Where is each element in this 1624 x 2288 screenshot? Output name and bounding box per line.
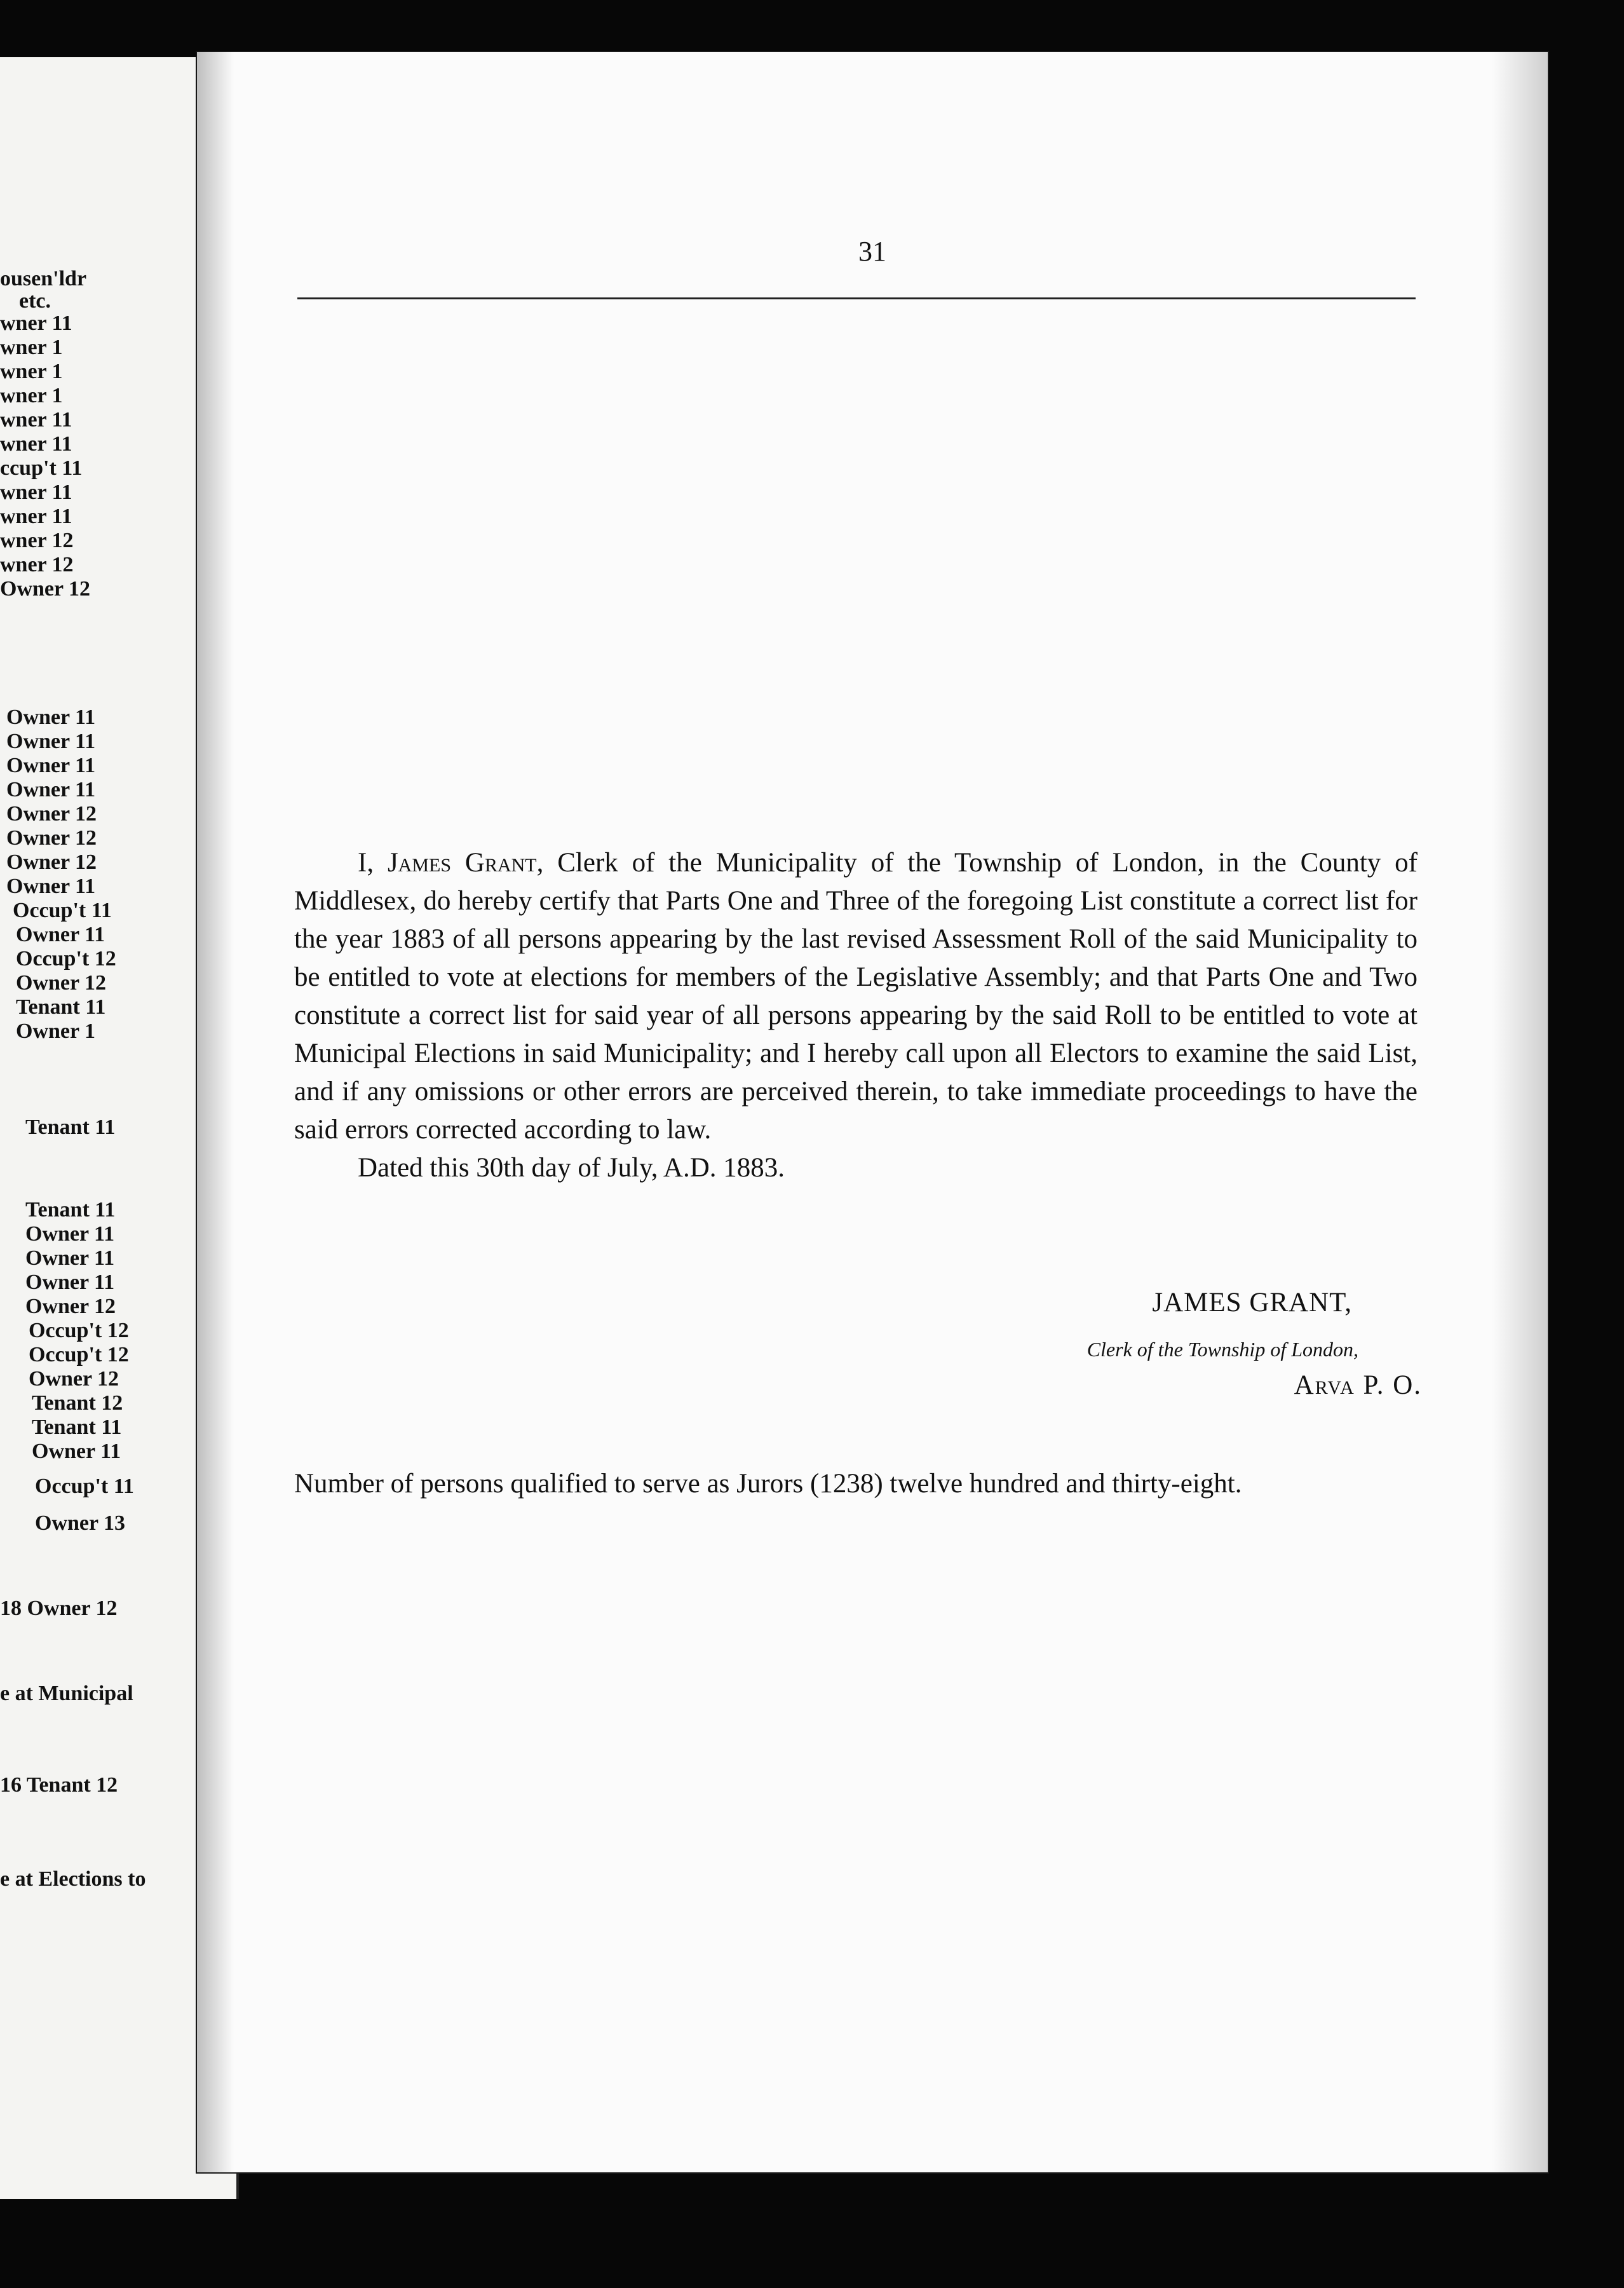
facing-page-fragment: wner 11 [0,311,72,335]
facing-page-fragment: Owner 12 [0,577,90,601]
facing-page-fragment: Occup't 12 [16,947,116,970]
facing-page-fragment: Tenant 11 [16,995,106,1019]
facing-page-fragment: ousen'ldr [0,267,87,290]
facing-page-fragment: Owner 11 [25,1270,115,1294]
facing-page-fragment: Owner 11 [6,754,96,777]
facing-page-fragment: Occup't 11 [13,899,112,922]
facing-page-fragment: Owner 11 [6,875,96,898]
page-gutter-shadow [196,51,234,2174]
facing-page-fragment: wner 1 [0,360,63,383]
facing-page-fragment: Owner 13 [35,1511,125,1535]
facing-page-fragment: Owner 11 [6,778,96,801]
dated-line: Dated this 30th day of July, A.D. 1883. [358,1153,785,1183]
facing-page-fragment: wner 11 [0,505,72,528]
facing-page-fragment: Owner 11 [25,1246,115,1270]
facing-page-fragment: Owner 12 [6,826,97,850]
facing-page-fragment: wner 11 [0,432,72,456]
facing-page-fragment: Owner 12 [6,802,97,826]
clerk-certificate [294,844,1418,1187]
facing-page-fragment: Owner 11 [16,923,105,946]
facing-page-fragment: Tenant 12 [32,1391,123,1415]
facing-page-fragment: Owner 11 [6,705,96,729]
facing-page-fragment: Tenant 11 [25,1198,116,1222]
facing-page-fragment: e at Municipal [0,1682,133,1705]
facing-page-fragment: ccup't 11 [0,456,83,480]
facing-page-fragment: Owner 11 [25,1222,115,1246]
facing-page-fragment: Owner 11 [6,730,96,753]
facing-page-fragment: Tenant 11 [25,1115,116,1139]
facing-page-fragment: Owner 12 [6,850,97,874]
jurors-count: Number of persons qualified to serve as Jurors (1238) twelve hundred and thirty-eight. [294,1469,1242,1499]
facing-page-fragment: Tenant 11 [32,1415,122,1439]
facing-page-fragment: Owner 12 [29,1367,119,1391]
signature-title: Clerk of the Township of London, [1086,1338,1358,1361]
facing-page-fragment: wner 11 [0,480,72,504]
facing-page-fragment: wner 1 [0,384,63,407]
facing-page-fragment: Occup't 12 [29,1319,129,1342]
facing-page-fragment: 16 Tenant 12 [0,1773,118,1797]
certificate-body: , Clerk of the Municipality of the Township of London, in the County of Middlesex, do hereby certify that Parts One and Three of the foregoing List constitute a correct list for the year 1883 of all persons appearing by the last revised Assessment Roll of the said Municipality to be entitled to vote at elections for members of the Legislative Assembly; and that Parts One and Two constitute a correct list for said year of all persons appearing by the said Roll to be entitled to vote at Municipal Elections in said Municipality; and I hereby call upon all Electors to examine the said List, and if any omissions or other errors are perceived therein, to take immediate proceedings to have the said errors corrected according to law. [294,848,1418,1145]
facing-page-fragment: Owner 11 [32,1440,121,1463]
certificate-lead: I, [358,848,388,878]
document-page [196,51,1549,2174]
facing-page-fragment: Owner 12 [16,971,106,995]
signature-name: JAMES GRANT, [1152,1288,1352,1318]
header-rule [297,297,1416,299]
facing-page-fragment: wner 1 [0,336,63,359]
facing-page-fragment: wner 12 [0,529,74,552]
facing-page-fragment: e at Elections to [0,1867,146,1891]
facing-page-fragment: etc. [19,289,51,313]
facing-page-fragment: wner 12 [0,553,74,576]
facing-page-fragment: Owner 1 [16,1019,95,1043]
facing-page-fragment: 18 Owner 12 [0,1597,118,1620]
facing-page-fragment: wner 11 [0,408,72,432]
signature-post-office: Arva P. O. [1294,1370,1422,1400]
page-number: 31 [858,236,886,267]
clerk-name: James Grant [387,848,537,878]
facing-page-fragment: Occup't 11 [35,1474,134,1498]
facing-page-fragment: Occup't 12 [29,1343,129,1366]
certificate-paragraph [294,844,1418,1149]
facing-page-fragment: Owner 12 [25,1295,116,1318]
